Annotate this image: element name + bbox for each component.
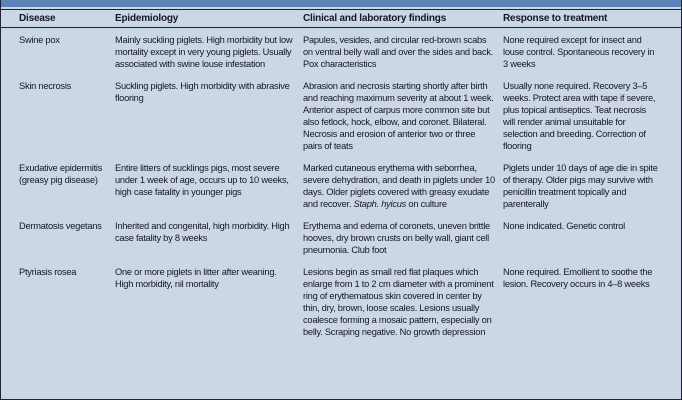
clinical-cell: Erythema and edema of coronets, uneven brittle hooves, dry brown crusts on belly wall, giant cell pneumonia. Club foot	[303, 221, 490, 255]
clinical-cell: Papules, vesides, and circular red-brown scabs on ventral belly wall and over the sides and back. Pox characteristics	[303, 35, 494, 69]
epidemiology-cell: Inherited and congenital, high morbidity. High case fatality by 8 weeks	[115, 221, 290, 243]
epidemiology-cell: Suckling piglets. High morbidity with abrasive flooring	[115, 81, 290, 103]
disease-cell: Skin necrosis	[19, 81, 72, 91]
epidemiology-cell: Entire litters of sucklings pigs, most severe under 1 week of age, occurs up to 10 weeks, high case fatality in younger pigs	[115, 163, 289, 197]
column-header-disease: Disease	[19, 13, 56, 24]
epidemiology-cell: Mainly suckling piglets. High morbidity but low mortality except in very young piglets. Usually associated with swine louse infestation	[115, 35, 293, 69]
disease-cell: Swine pox	[19, 35, 60, 45]
table-header	[1, 10, 681, 27]
table-row-dermatosis-vegetans	[1, 220, 681, 256]
table-body	[1, 28, 681, 338]
clinical-text: on culture	[406, 199, 447, 209]
column-header-response: Response to treatment	[503, 13, 608, 24]
top-band	[1, 0, 681, 7]
clinical-cell: Lesions begin as small red flat plaques which enlarge from 1 to 2 cm diameter with a prominent ring of erythematous skin covered in center by thin, dry, brown, loose scales. Lesions usually coalesce forming a mosaic pattern, especially on belly. Scraping negative. No growth depression	[303, 267, 494, 337]
clinical-cell	[303, 162, 503, 210]
epidemiology-cell: One or more piglets in litter after weaning. High morbidity, nil mortality	[115, 267, 277, 289]
table-row-swine-pox	[1, 34, 681, 70]
column-header-clinical-findings: Clinical and laboratory findings	[303, 13, 447, 24]
disease-cell: Ptyriasis rosea	[19, 267, 77, 277]
clinical-cell: Abrasion and necrosis starting shortly after birth and reaching maximum severity at about 1 week. Anterior aspect of carpus more common site but also fetlock, hock, elbow, and coronet. Bilateral. Necrosis and erosion of anterior two or three pairs of teats	[303, 81, 494, 151]
table-row-exudative-epidermitis	[1, 162, 681, 210]
table-row-skin-necrosis	[1, 80, 681, 152]
response-cell: None required except for insect and louse control. Spontaneous recovery in 3 weeks	[503, 35, 655, 69]
response-cell: Piglets under 10 days of age die in spite of therapy. Older pigs may survive with penicillin treatment topically and parenterally	[503, 163, 658, 209]
response-cell: None required. Emollient to soothe the lesion. Recovery occurs in 4–8 weeks	[503, 267, 653, 289]
response-cell: None indicated. Genetic control	[503, 221, 625, 231]
response-cell: Usually none required. Recovery 3–5 weeks. Protect area with tape if severe, plus topical antiseptics. Teat necrosis will render animal unsuitable for selection and breeding. Correction of flooring	[503, 81, 656, 151]
clinical-text: Marked cutaneous erythema with seborrhea, severe dehydration, and death in piglets under 10 days. Older piglets covered with greasy exudate and recover.	[303, 163, 495, 209]
table-row-ptyriasis-rosea	[1, 266, 681, 338]
disease-cell: Exudative epidermitis (greasy pig disease)	[19, 163, 103, 185]
column-header-epidemiology: Epidemiology	[115, 13, 179, 24]
pathogen-name-italic: Staph. hyicus	[353, 199, 407, 209]
disease-cell: Dermatosis vegetans	[19, 221, 102, 231]
